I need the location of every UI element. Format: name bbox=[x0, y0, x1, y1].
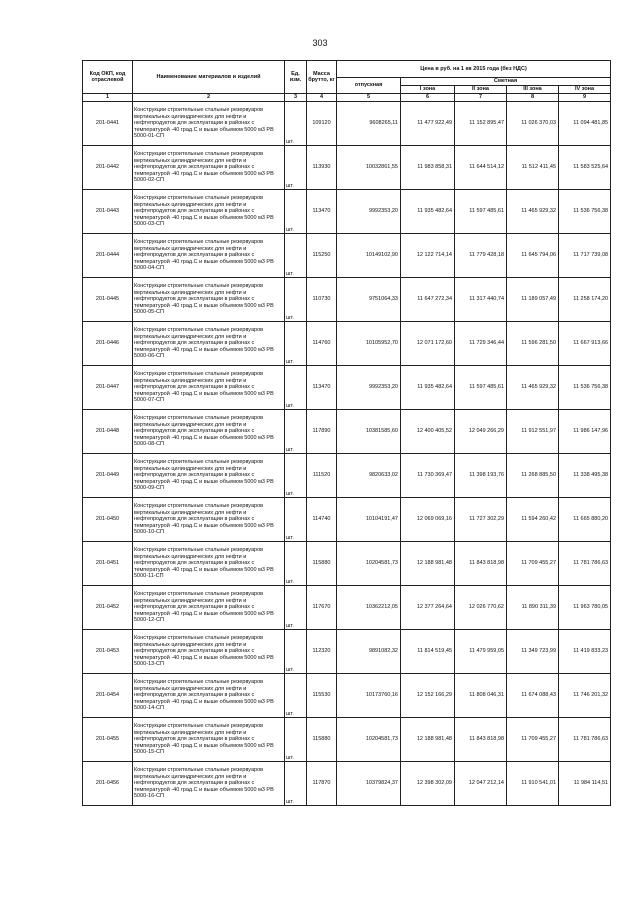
product-code: 201-0443 bbox=[83, 190, 133, 234]
zone-1-price: 12 122 714,14 bbox=[401, 234, 455, 278]
header-zone-3: III зона bbox=[507, 86, 559, 94]
zone-3-price: 11 189 057,49 bbox=[507, 278, 559, 322]
released-price: 10149102,90 bbox=[337, 234, 401, 278]
mass-cell: 117890 bbox=[307, 410, 337, 454]
table-row bbox=[83, 190, 611, 234]
unit-cell: шт. bbox=[285, 366, 307, 410]
column-number: 6 bbox=[401, 94, 455, 102]
unit-cell: шт. bbox=[285, 278, 307, 322]
unit-cell: шт. bbox=[285, 234, 307, 278]
released-price: 10204581,73 bbox=[337, 542, 401, 586]
header-name: Наименование материалов и изделий bbox=[133, 61, 285, 94]
released-price: 10381585,60 bbox=[337, 410, 401, 454]
unit-cell: шт. bbox=[285, 542, 307, 586]
column-number: 3 bbox=[285, 94, 307, 102]
mass-cell: 113930 bbox=[307, 146, 337, 190]
product-code: 201-0446 bbox=[83, 322, 133, 366]
table-row bbox=[83, 630, 611, 674]
mass-cell: 115880 bbox=[307, 542, 337, 586]
zone-2-price: 11 843 818,98 bbox=[455, 542, 507, 586]
zone-4-price: 11 338 495,38 bbox=[559, 454, 611, 498]
zone-1-price: 12 400 405,52 bbox=[401, 410, 455, 454]
zone-4-price: 11 665 880,20 bbox=[559, 498, 611, 542]
table-row bbox=[83, 322, 611, 366]
zone-2-price: 12 049 266,29 bbox=[455, 410, 507, 454]
zone-2-price: 11 317 440,74 bbox=[455, 278, 507, 322]
zone-3-price: 11 465 929,32 bbox=[507, 366, 559, 410]
zone-3-price: 11 349 723,99 bbox=[507, 630, 559, 674]
product-name: Конструкции строительные стальные резервуаров вертикальных цилиндрических для нефти и нефтепродуктов для эксплуатации в районах с температурой -40 град.С и выше объемом 5000 м3 РВ 5000-08-СП bbox=[133, 410, 285, 454]
product-code: 201-0456 bbox=[83, 762, 133, 806]
released-price: 9751064,33 bbox=[337, 278, 401, 322]
product-name: Конструкции строительные стальные резервуаров вертикальных цилиндрических для нефти и нефтепродуктов для эксплуатации в районах с температурой -40 град.С и выше объемом 5000 м3 РВ 5000-02-СП bbox=[133, 146, 285, 190]
mass-cell: 112320 bbox=[307, 630, 337, 674]
mass-cell: 117670 bbox=[307, 586, 337, 630]
unit-cell: шт. bbox=[285, 102, 307, 146]
released-price: 10105952,70 bbox=[337, 322, 401, 366]
table-row bbox=[83, 542, 611, 586]
unit-cell: шт. bbox=[285, 190, 307, 234]
zone-2-price: 11 779 428,18 bbox=[455, 234, 507, 278]
released-price: 9992353,20 bbox=[337, 190, 401, 234]
header-zone-2: II зона bbox=[455, 86, 507, 94]
zone-2-price: 12 026 770,62 bbox=[455, 586, 507, 630]
zone-1-price: 11 935 482,64 bbox=[401, 190, 455, 234]
zone-2-price: 11 398 193,76 bbox=[455, 454, 507, 498]
table-row bbox=[83, 718, 611, 762]
zone-2-price: 11 843 818,98 bbox=[455, 718, 507, 762]
zone-4-price: 11 781 786,63 bbox=[559, 718, 611, 762]
unit-cell: шт. bbox=[285, 454, 307, 498]
released-price: 9820633,02 bbox=[337, 454, 401, 498]
header-zone-4: IV зона bbox=[559, 86, 611, 94]
product-code: 201-0445 bbox=[83, 278, 133, 322]
zone-2-price: 11 597 485,61 bbox=[455, 190, 507, 234]
zone-2-price: 11 644 514,12 bbox=[455, 146, 507, 190]
header-price-group: Цена в руб. на 1 кв 2015 года (без НДС) bbox=[337, 61, 611, 78]
mass-cell: 111520 bbox=[307, 454, 337, 498]
column-number: 9 bbox=[559, 94, 611, 102]
table-row bbox=[83, 454, 611, 498]
released-price: 10032861,55 bbox=[337, 146, 401, 190]
table-row bbox=[83, 102, 611, 146]
product-name: Конструкции строительные стальные резервуаров вертикальных цилиндрических для нефти и нефтепродуктов для эксплуатации в районах с температурой -40 град.С и выше объемом 5000 м3 РВ 5000-13-СП bbox=[133, 630, 285, 674]
unit-cell: шт. bbox=[285, 586, 307, 630]
zone-3-price: 11 465 929,32 bbox=[507, 190, 559, 234]
released-price: 10173760,16 bbox=[337, 674, 401, 718]
table-row bbox=[83, 410, 611, 454]
released-price: 10204581,73 bbox=[337, 718, 401, 762]
zone-4-price: 11 717 739,08 bbox=[559, 234, 611, 278]
table-row bbox=[83, 762, 611, 806]
product-code: 201-0454 bbox=[83, 674, 133, 718]
zone-3-price: 11 910 541,01 bbox=[507, 762, 559, 806]
product-name: Конструкции строительные стальные резервуаров вертикальных цилиндрических для нефти и нефтепродуктов для эксплуатации в районах с температурой -40 град.С и выше объемом 5000 м3 РВ 5000-09-СП bbox=[133, 454, 285, 498]
product-name: Конструкции строительные стальные резервуаров вертикальных цилиндрических для нефти и нефтепродуктов для эксплуатации в районах с температурой -40 град.С и выше объемом 5000 м3 РВ 5000-03-СП bbox=[133, 190, 285, 234]
zone-2-price: 11 727 302,29 bbox=[455, 498, 507, 542]
zone-4-price: 11 536 756,38 bbox=[559, 190, 611, 234]
product-name: Конструкции строительные стальные резервуаров вертикальных цилиндрических для нефти и нефтепродуктов для эксплуатации в районах с температурой -40 град.С и выше объемом 5000 м3 РВ 5000-05-СП bbox=[133, 278, 285, 322]
zone-2-price: 11 479 959,05 bbox=[455, 630, 507, 674]
table-row bbox=[83, 586, 611, 630]
column-number: 8 bbox=[507, 94, 559, 102]
product-name: Конструкции строительные стальные резервуаров вертикальных цилиндрических для нефти и нефтепродуктов для эксплуатации в районах с температурой -40 град.С и выше объемом 5000 м3 РВ 5000-04-СП bbox=[133, 234, 285, 278]
header-estimate: Сметная bbox=[401, 78, 611, 86]
mass-cell: 115250 bbox=[307, 234, 337, 278]
zone-1-price: 11 647 272,34 bbox=[401, 278, 455, 322]
product-name: Конструкции строительные стальные резервуаров вертикальных цилиндрических для нефти и нефтепродуктов для эксплуатации в районах с температурой -40 град.С и выше объемом 5000 м3 РВ 5000-01-СП bbox=[133, 102, 285, 146]
column-number: 2 bbox=[133, 94, 285, 102]
zone-1-price: 12 398 302,09 bbox=[401, 762, 455, 806]
zone-3-price: 11 674 088,43 bbox=[507, 674, 559, 718]
zone-3-price: 11 645 794,06 bbox=[507, 234, 559, 278]
product-code: 201-0442 bbox=[83, 146, 133, 190]
header-zone-1: I зона bbox=[401, 86, 455, 94]
zone-1-price: 12 071 172,60 bbox=[401, 322, 455, 366]
header-unit: Ед. изм. bbox=[285, 61, 307, 94]
column-number: 4 bbox=[307, 94, 337, 102]
zone-1-price: 12 188 981,48 bbox=[401, 718, 455, 762]
zone-2-price: 11 729 346,44 bbox=[455, 322, 507, 366]
product-code: 201-0448 bbox=[83, 410, 133, 454]
zone-3-price: 11 890 311,39 bbox=[507, 586, 559, 630]
product-code: 201-0451 bbox=[83, 542, 133, 586]
header-code: Код ОКП, код отраслевой bbox=[83, 61, 133, 94]
product-name: Конструкции строительные стальные резервуаров вертикальных цилиндрических для нефти и нефтепродуктов для эксплуатации в районах с температурой -40 град.С и выше объемом 5000 м3 РВ 5000-15-СП bbox=[133, 718, 285, 762]
unit-cell: шт. bbox=[285, 762, 307, 806]
product-name: Конструкции строительные стальные резервуаров вертикальных цилиндрических для нефти и нефтепродуктов для эксплуатации в районах с температурой -40 град.С и выше объемом 5000 м3 РВ 5000-10-СП bbox=[133, 498, 285, 542]
unit-cell: шт. bbox=[285, 410, 307, 454]
price-table bbox=[82, 60, 611, 806]
table-row bbox=[83, 366, 611, 410]
product-name: Конструкции строительные стальные резервуаров вертикальных цилиндрических для нефти и нефтепродуктов для эксплуатации в районах с температурой -40 град.С и выше объемом 5000 м3 РВ 5000-14-СП bbox=[133, 674, 285, 718]
page-number: 303 bbox=[312, 38, 328, 48]
mass-cell: 115530 bbox=[307, 674, 337, 718]
product-name: Конструкции строительные стальные резервуаров вертикальных цилиндрических для нефти и нефтепродуктов для эксплуатации в районах с температурой -40 град.С и выше объемом 5000 м3 РВ 5000-16-СП bbox=[133, 762, 285, 806]
product-code: 201-0447 bbox=[83, 366, 133, 410]
column-number-row bbox=[83, 94, 611, 102]
header-released: отпускная bbox=[337, 78, 401, 94]
unit-cell: шт. bbox=[285, 146, 307, 190]
zone-1-price: 11 814 519,45 bbox=[401, 630, 455, 674]
product-code: 201-0449 bbox=[83, 454, 133, 498]
product-code: 201-0450 bbox=[83, 498, 133, 542]
table-row bbox=[83, 278, 611, 322]
zone-2-price: 11 597 485,61 bbox=[455, 366, 507, 410]
zone-2-price: 11 808 046,31 bbox=[455, 674, 507, 718]
column-number: 5 bbox=[337, 94, 401, 102]
zone-4-price: 11 781 786,63 bbox=[559, 542, 611, 586]
zone-4-price: 11 258 174,20 bbox=[559, 278, 611, 322]
header-mass: Масса брутто, кг bbox=[307, 61, 337, 94]
released-price: 10379824,37 bbox=[337, 762, 401, 806]
product-name: Конструкции строительные стальные резервуаров вертикальных цилиндрических для нефти и нефтепродуктов для эксплуатации в районах с температурой -40 град.С и выше объемом 5000 м3 РВ 5000-07-СП bbox=[133, 366, 285, 410]
product-name: Конструкции строительные стальные резервуаров вертикальных цилиндрических для нефти и нефтепродуктов для эксплуатации в районах с температурой -40 град.С и выше объемом 5000 м3 РВ 5000-12-СП bbox=[133, 586, 285, 630]
table-row bbox=[83, 498, 611, 542]
product-code: 201-0452 bbox=[83, 586, 133, 630]
product-code: 201-0441 bbox=[83, 102, 133, 146]
zone-3-price: 11 268 885,50 bbox=[507, 454, 559, 498]
zone-2-price: 11 152 895,47 bbox=[455, 102, 507, 146]
zone-3-price: 11 594 260,42 bbox=[507, 498, 559, 542]
released-price: 9891082,32 bbox=[337, 630, 401, 674]
zone-4-price: 11 583 525,64 bbox=[559, 146, 611, 190]
mass-cell: 113470 bbox=[307, 190, 337, 234]
column-number: 7 bbox=[455, 94, 507, 102]
product-code: 201-0444 bbox=[83, 234, 133, 278]
zone-4-price: 11 984 114,51 bbox=[559, 762, 611, 806]
zone-1-price: 12 069 069,16 bbox=[401, 498, 455, 542]
released-price: 10362212,05 bbox=[337, 586, 401, 630]
zone-4-price: 11 536 756,38 bbox=[559, 366, 611, 410]
table-row bbox=[83, 234, 611, 278]
zone-4-price: 11 667 913,66 bbox=[559, 322, 611, 366]
zone-2-price: 12 047 212,14 bbox=[455, 762, 507, 806]
mass-cell: 114740 bbox=[307, 498, 337, 542]
zone-1-price: 12 188 981,48 bbox=[401, 542, 455, 586]
zone-3-price: 11 596 281,50 bbox=[507, 322, 559, 366]
zone-4-price: 11 094 481,85 bbox=[559, 102, 611, 146]
zone-3-price: 11 026 370,03 bbox=[507, 102, 559, 146]
mass-cell: 110730 bbox=[307, 278, 337, 322]
zone-1-price: 12 152 166,29 bbox=[401, 674, 455, 718]
zone-3-price: 11 709 455,27 bbox=[507, 718, 559, 762]
zone-3-price: 11 912 551,97 bbox=[507, 410, 559, 454]
mass-cell: 117870 bbox=[307, 762, 337, 806]
product-code: 201-0455 bbox=[83, 718, 133, 762]
zone-4-price: 11 963 780,05 bbox=[559, 586, 611, 630]
mass-cell: 114760 bbox=[307, 322, 337, 366]
unit-cell: шт. bbox=[285, 322, 307, 366]
unit-cell: шт. bbox=[285, 498, 307, 542]
zone-4-price: 11 419 833,23 bbox=[559, 630, 611, 674]
zone-4-price: 11 986 147,96 bbox=[559, 410, 611, 454]
mass-cell: 113470 bbox=[307, 366, 337, 410]
product-name: Конструкции строительные стальные резервуаров вертикальных цилиндрических для нефти и нефтепродуктов для эксплуатации в районах с температурой -40 град.С и выше объемом 5000 м3 РВ 5000-11-СП bbox=[133, 542, 285, 586]
zone-1-price: 12 377 264,64 bbox=[401, 586, 455, 630]
zone-3-price: 11 709 455,27 bbox=[507, 542, 559, 586]
zone-3-price: 11 512 411,45 bbox=[507, 146, 559, 190]
released-price: 9992353,20 bbox=[337, 366, 401, 410]
product-code: 201-0453 bbox=[83, 630, 133, 674]
product-name: Конструкции строительные стальные резервуаров вертикальных цилиндрических для нефти и нефтепродуктов для эксплуатации в районах с температурой -40 град.С и выше объемом 5000 м3 РВ 5000-06-СП bbox=[133, 322, 285, 366]
mass-cell: 109120 bbox=[307, 102, 337, 146]
zone-1-price: 11 983 858,31 bbox=[401, 146, 455, 190]
zone-4-price: 11 746 201,32 bbox=[559, 674, 611, 718]
table-row bbox=[83, 146, 611, 190]
table-row bbox=[83, 674, 611, 718]
mass-cell: 115880 bbox=[307, 718, 337, 762]
zone-1-price: 11 477 922,49 bbox=[401, 102, 455, 146]
unit-cell: шт. bbox=[285, 718, 307, 762]
zone-1-price: 11 730 369,47 bbox=[401, 454, 455, 498]
zone-1-price: 11 935 482,64 bbox=[401, 366, 455, 410]
unit-cell: шт. bbox=[285, 630, 307, 674]
released-price: 9608265,11 bbox=[337, 102, 401, 146]
column-number: 1 bbox=[83, 94, 133, 102]
unit-cell: шт. bbox=[285, 674, 307, 718]
released-price: 10104191,47 bbox=[337, 498, 401, 542]
